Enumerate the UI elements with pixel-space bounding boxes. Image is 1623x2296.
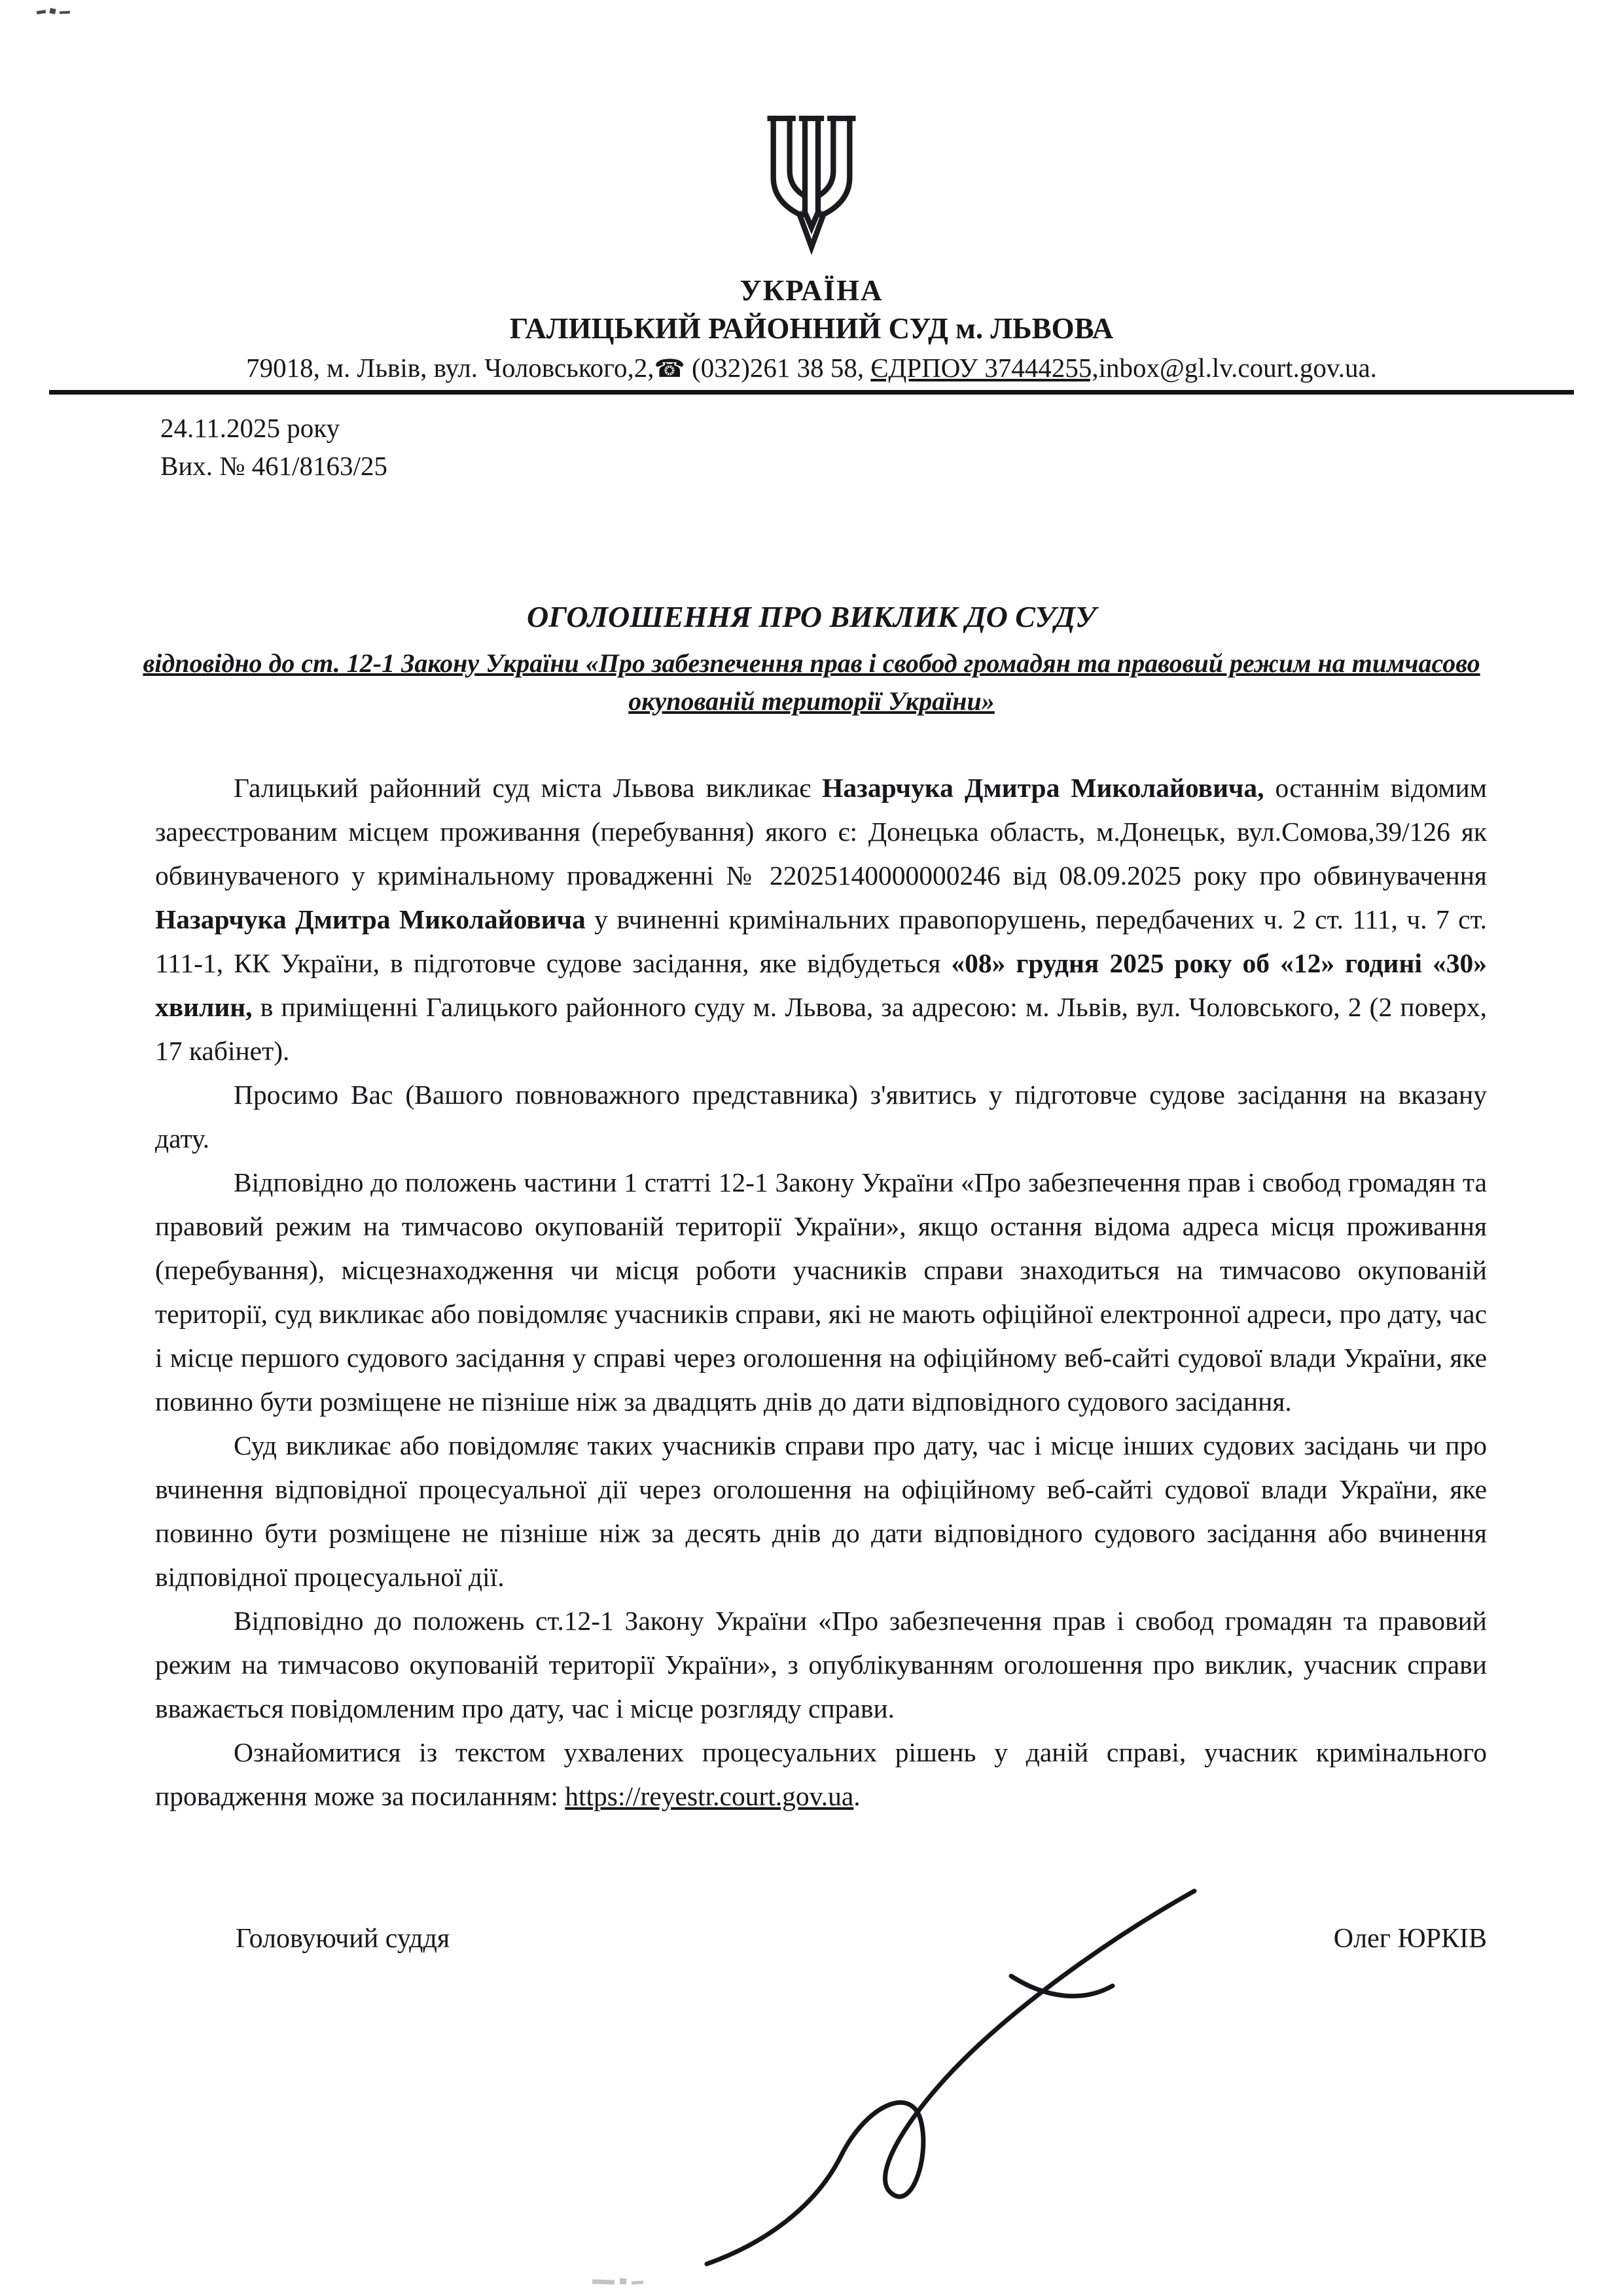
defendant-name: Назарчука Дмитра Миколайовича, (822, 773, 1264, 803)
hearing-datetime: «08» грудня 2025 року об «12» годині «30» хвилин, (155, 948, 1487, 1022)
emblem-container (0, 0, 1623, 263)
court-address: 79018, м. Львів, вул. Чоловського,2, (246, 353, 654, 383)
court-phone: (032)261 38 58, (685, 353, 871, 383)
paragraph-registry (155, 1731, 1487, 1818)
letterhead-divider (49, 390, 1574, 395)
phone-icon: ☎ (654, 354, 685, 383)
scan-noise-bottom (592, 2276, 649, 2287)
defendant-name: Назарчука Дмитра Миколайовича (155, 904, 586, 934)
outgoing-number: Вих. № 461/8163/25 (160, 451, 387, 481)
paragraph-request: Просимо Вас (Вашого повноважного представника) з'явитись у підготовче судове засідання на вказану дату. (155, 1080, 1487, 1154)
court-registry-link[interactable]: https://reyestr.court.gov.ua (565, 1781, 854, 1811)
text-segment: Галицький районний суд міста Львова викликає (234, 773, 823, 803)
text-segment: у вчиненні кримінальних правопорушень, передбачених ч. 2 ст. 111, ч. 7 ст. 111-1, КК України, в підготовче судове засідання, яке відбудеться (155, 904, 1487, 978)
judge-role: Головуючий суддя (236, 1924, 450, 1954)
text-segment: Ознайомитися із текстом ухвалених процесуальних рішень у даній справі, учасник кримінального провадження може за посиланням: (155, 1737, 1487, 1811)
country-name: УКРАЇНА (740, 274, 883, 307)
judge-name: Олег ЮРКІВ (1333, 1924, 1487, 1954)
text-segment: . (853, 1781, 861, 1811)
text-segment: в приміщенні Галицького районного суду м. Львова, за адресою: м. Львів, вул. Чоловського, 2 (2 поверх, 17 кабінет). (155, 992, 1487, 1066)
court-name: ГАЛИЦЬКИЙ РАЙОННИЙ СУД м. ЛЬВОВА (509, 312, 1114, 345)
court-email: inbox@gl.lv.court.gov.ua. (1098, 353, 1377, 383)
paragraph-law-other-hearings: Суд викликає або повідомляє таких учасників справи про дату, час і місце інших судових засідань чи про вчинення відповідної процесуальної дії через оголошення на офіційному веб-сайті судової влади України, яке повинно бути розміщене не пізніше ніж за десять днів до дати відповідного судового засідання або вчинення відповідної процесуальної дії. (155, 1430, 1487, 1592)
paragraph-law-notification: Відповідно до положень ст.12-1 Закону України «Про забезпечення прав і свобод громадян та правовий режим на тимчасово окупованій території України», з опублікуванням оголошення про виклик, учасник справи вважається повідомленим про дату, час і місце розгляду справи. (155, 1606, 1487, 1723)
court-address-line (0, 352, 1623, 383)
paragraph-summons (155, 766, 1487, 1073)
document-subtitle: відповідно до ст. 12-1 Закону України «Про забезпечення прав і свобод громадян та правовий режим на тимчасово окупованій території України» (143, 648, 1480, 716)
scan-noise-top-left (37, 5, 74, 17)
document-body (155, 766, 1487, 1818)
document-date: 24.11.2025 року (160, 413, 340, 443)
edrpou-code: ЄДРПОУ 37444255, (870, 353, 1099, 383)
paragraph-law-part1: Відповідно до положень частини 1 статті 12-1 Закону України «Про забезпечення прав і свобод громадян та правовий режим на тимчасово окупованій території України», якщо остання відома адреса місця проживання (перебування), місцезнаходження чи місця роботи учасників справи знаходиться на тимчасово окупованій території, суд викликає або повідомляє учасників справи, які не мають офіційної електронної адреси, про дату, час і місце першого судового засідання у справі через оголошення на офіційному веб-сайті судової влади України, яке повинно бути розміщене не пізніше ніж за двадцять днів до дати відповідного судового засідання. (155, 1167, 1487, 1417)
document-title: ОГОЛОШЕННЯ ПРО ВИКЛИК ДО СУДУ (527, 600, 1096, 633)
signature-block (236, 1923, 1487, 1954)
text-segment: останнім відомим зареєстрованим місцем проживання (перебування) якого є: Донецька область, м.Донецьк, вул.Сомова,39/126 як обвинуваченого у кримінальному провадженні № 22025140000000246 від 08.09.2025 року про обвинувачення (155, 773, 1487, 891)
ukraine-trident-emblem-icon (762, 108, 861, 260)
